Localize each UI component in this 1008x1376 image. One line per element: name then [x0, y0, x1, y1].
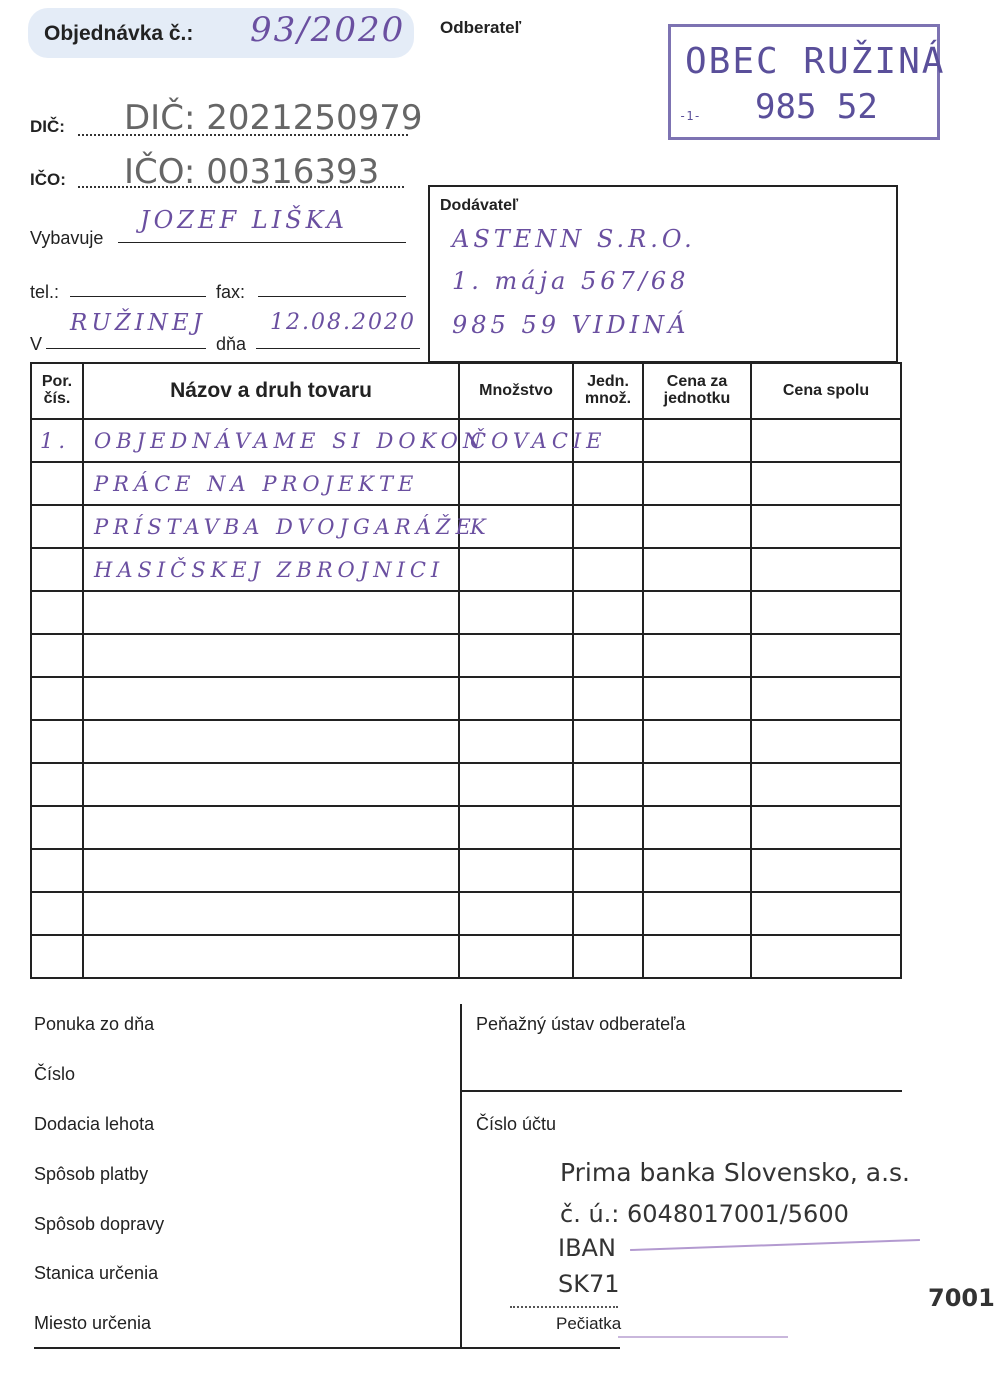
stamp-label: Pečiatka — [556, 1314, 622, 1333]
total-price-cell — [751, 548, 901, 591]
table-header-row — [31, 363, 901, 419]
quantity-cell — [459, 591, 573, 634]
total-price-cell — [751, 462, 901, 505]
unit-cell — [573, 892, 643, 935]
unit-cell — [573, 462, 643, 505]
item-name-cell: PRÁCE NA PROJEKTE — [83, 462, 459, 505]
date-label: dňa — [216, 334, 247, 354]
table-row — [31, 849, 901, 892]
header-name: Názov a druh tovaru — [83, 363, 459, 419]
unit-cell — [573, 591, 643, 634]
offer-date-label: Ponuka zo dňa — [34, 1014, 155, 1034]
supplier-street: 1. mája 567/68 — [452, 267, 690, 295]
items-table — [30, 362, 902, 979]
total-price-cell — [751, 763, 901, 806]
item-name-cell — [83, 806, 459, 849]
dic-label: DIČ: — [30, 117, 65, 136]
row-number-cell — [31, 634, 83, 677]
handled-by-value: JOZEF LIŠKA — [140, 206, 348, 234]
transport-method-label: Spôsob dopravy — [34, 1214, 165, 1234]
destination-station-label: Stanica určenia — [34, 1263, 159, 1283]
table-row — [31, 591, 901, 634]
unit-price-cell — [643, 591, 751, 634]
total-price-cell — [751, 849, 901, 892]
table-row — [31, 677, 901, 720]
header-unit: Jedn. množ. — [573, 363, 643, 419]
destination-place-label: Miesto určenia — [34, 1313, 152, 1333]
order-number: 93/2020 — [250, 10, 406, 50]
unit-cell — [573, 548, 643, 591]
unit-price-cell — [643, 763, 751, 806]
unit-cell — [573, 849, 643, 892]
unit-price-cell — [643, 892, 751, 935]
footer-bottom-line — [34, 1347, 620, 1349]
total-price-cell — [751, 677, 901, 720]
unit-cell — [573, 720, 643, 763]
table-row — [31, 462, 901, 505]
place-label: V — [30, 334, 43, 354]
unit-price-cell — [643, 548, 751, 591]
row-number-cell — [31, 462, 83, 505]
table-row — [31, 419, 901, 462]
total-price-cell — [751, 419, 901, 462]
header-total: Cena spolu — [751, 363, 901, 419]
handwritten-mark — [630, 1239, 920, 1251]
date-value: 12.08.2020 — [270, 310, 416, 335]
unit-cell — [573, 806, 643, 849]
total-price-cell — [751, 591, 901, 634]
unit-price-cell — [643, 462, 751, 505]
item-name-cell — [83, 849, 459, 892]
account-label: Číslo účtu — [476, 1114, 557, 1134]
bank-line — [462, 1090, 902, 1092]
stamp-dotted-line — [510, 1306, 618, 1308]
iban-tail: 7001 — [928, 1284, 995, 1312]
item-name-cell — [83, 677, 459, 720]
tel-line — [70, 272, 206, 297]
header-por-cis: Por. čís. — [31, 363, 83, 419]
header-qty: Množstvo — [459, 363, 573, 419]
bank-account: č. ú.: 6048017001/5600 — [560, 1200, 849, 1228]
stamp-title: OBEC RUŽINÁ — [685, 41, 946, 82]
row-number-cell: 1. — [31, 419, 83, 462]
table-row — [31, 892, 901, 935]
supplier-label: Dodávateľ — [440, 197, 519, 214]
quantity-cell: ČOVACIE — [459, 419, 573, 462]
header-unit-price: Cena za jednotku — [643, 363, 751, 419]
row-number-cell — [31, 505, 83, 548]
row-number-cell — [31, 935, 83, 978]
number-label: Číslo — [34, 1064, 76, 1084]
unit-price-cell — [643, 677, 751, 720]
handwritten-mark-2 — [618, 1336, 788, 1338]
row-number-cell — [31, 548, 83, 591]
supplier-name: ASTENN S.R.O. — [452, 225, 696, 253]
row-number-cell — [31, 720, 83, 763]
row-number-cell — [31, 806, 83, 849]
iban-start: SK71 — [558, 1270, 620, 1298]
unit-price-cell — [643, 935, 751, 978]
quantity-cell — [459, 720, 573, 763]
table-row — [31, 763, 901, 806]
place-value: RUŽINEJ — [70, 310, 206, 336]
table-row — [31, 935, 901, 978]
bank-label: Peňažný ústav odberateľa — [476, 1014, 686, 1034]
unit-price-cell — [643, 806, 751, 849]
quantity-cell — [459, 935, 573, 978]
quantity-cell — [459, 548, 573, 591]
unit-cell — [573, 634, 643, 677]
total-price-cell — [751, 892, 901, 935]
total-price-cell — [751, 720, 901, 763]
row-number-cell — [31, 677, 83, 720]
row-number-cell — [31, 849, 83, 892]
ico-label: IČO: — [30, 170, 66, 189]
row-number-cell — [31, 892, 83, 935]
customer-label: Odberateľ — [440, 18, 522, 37]
tel-label: tel.: — [30, 282, 60, 302]
total-price-cell — [751, 634, 901, 677]
table-row — [31, 720, 901, 763]
order-label: Objednávka č.: — [44, 22, 194, 45]
unit-cell — [573, 763, 643, 806]
item-name-cell: OBJEDNÁVAME SI DOKON — [83, 419, 459, 462]
quantity-cell — [459, 849, 573, 892]
handled-by-label: Vybavuje — [30, 228, 104, 248]
quantity-cell: K — [459, 505, 573, 548]
unit-cell — [573, 935, 643, 978]
item-name-cell: PRÍSTAVBA DVOJGARÁŽE — [83, 505, 459, 548]
municipality-stamp — [668, 24, 946, 140]
quantity-cell — [459, 892, 573, 935]
payment-method-label: Spôsob platby — [34, 1164, 149, 1184]
item-name-cell — [83, 892, 459, 935]
bank-name: Prima banka Slovensko, a.s. — [560, 1158, 910, 1187]
item-name-cell — [83, 935, 459, 978]
table-row — [31, 634, 901, 677]
item-name-cell — [83, 634, 459, 677]
table-row — [31, 548, 901, 591]
unit-price-cell — [643, 720, 751, 763]
row-number-cell — [31, 763, 83, 806]
table-row — [31, 806, 901, 849]
stamp-postcode: 985 52 — [755, 87, 878, 127]
item-name-cell — [83, 591, 459, 634]
total-price-cell — [751, 505, 901, 548]
quantity-cell — [459, 763, 573, 806]
footer-divider — [460, 1004, 462, 1348]
quantity-cell — [459, 806, 573, 849]
total-price-cell — [751, 935, 901, 978]
supplier-box — [428, 185, 898, 363]
iban-label: IBAN — [558, 1234, 616, 1262]
stamp-small: -1- — [679, 109, 701, 123]
supplier-city: 985 59 VIDINÁ — [452, 311, 690, 339]
item-name-cell: HASIČSKEJ ZBROJNICI — [83, 548, 459, 591]
delivery-time-label: Dodacia lehota — [34, 1114, 155, 1134]
table-row — [31, 505, 901, 548]
total-price-cell — [751, 806, 901, 849]
fax-line — [258, 272, 406, 297]
unit-price-cell — [643, 634, 751, 677]
ico-value: IČO: 00316393 — [124, 152, 380, 192]
quantity-cell — [459, 462, 573, 505]
fax-label: fax: — [216, 282, 246, 302]
quantity-cell — [459, 677, 573, 720]
quantity-cell — [459, 634, 573, 677]
dic-value: DIČ: 2021250979 — [124, 98, 423, 138]
unit-price-cell — [643, 419, 751, 462]
item-name-cell — [83, 763, 459, 806]
unit-cell — [573, 677, 643, 720]
unit-price-cell — [643, 505, 751, 548]
unit-price-cell — [643, 849, 751, 892]
item-name-cell — [83, 720, 459, 763]
unit-cell — [573, 505, 643, 548]
row-number-cell — [31, 591, 83, 634]
